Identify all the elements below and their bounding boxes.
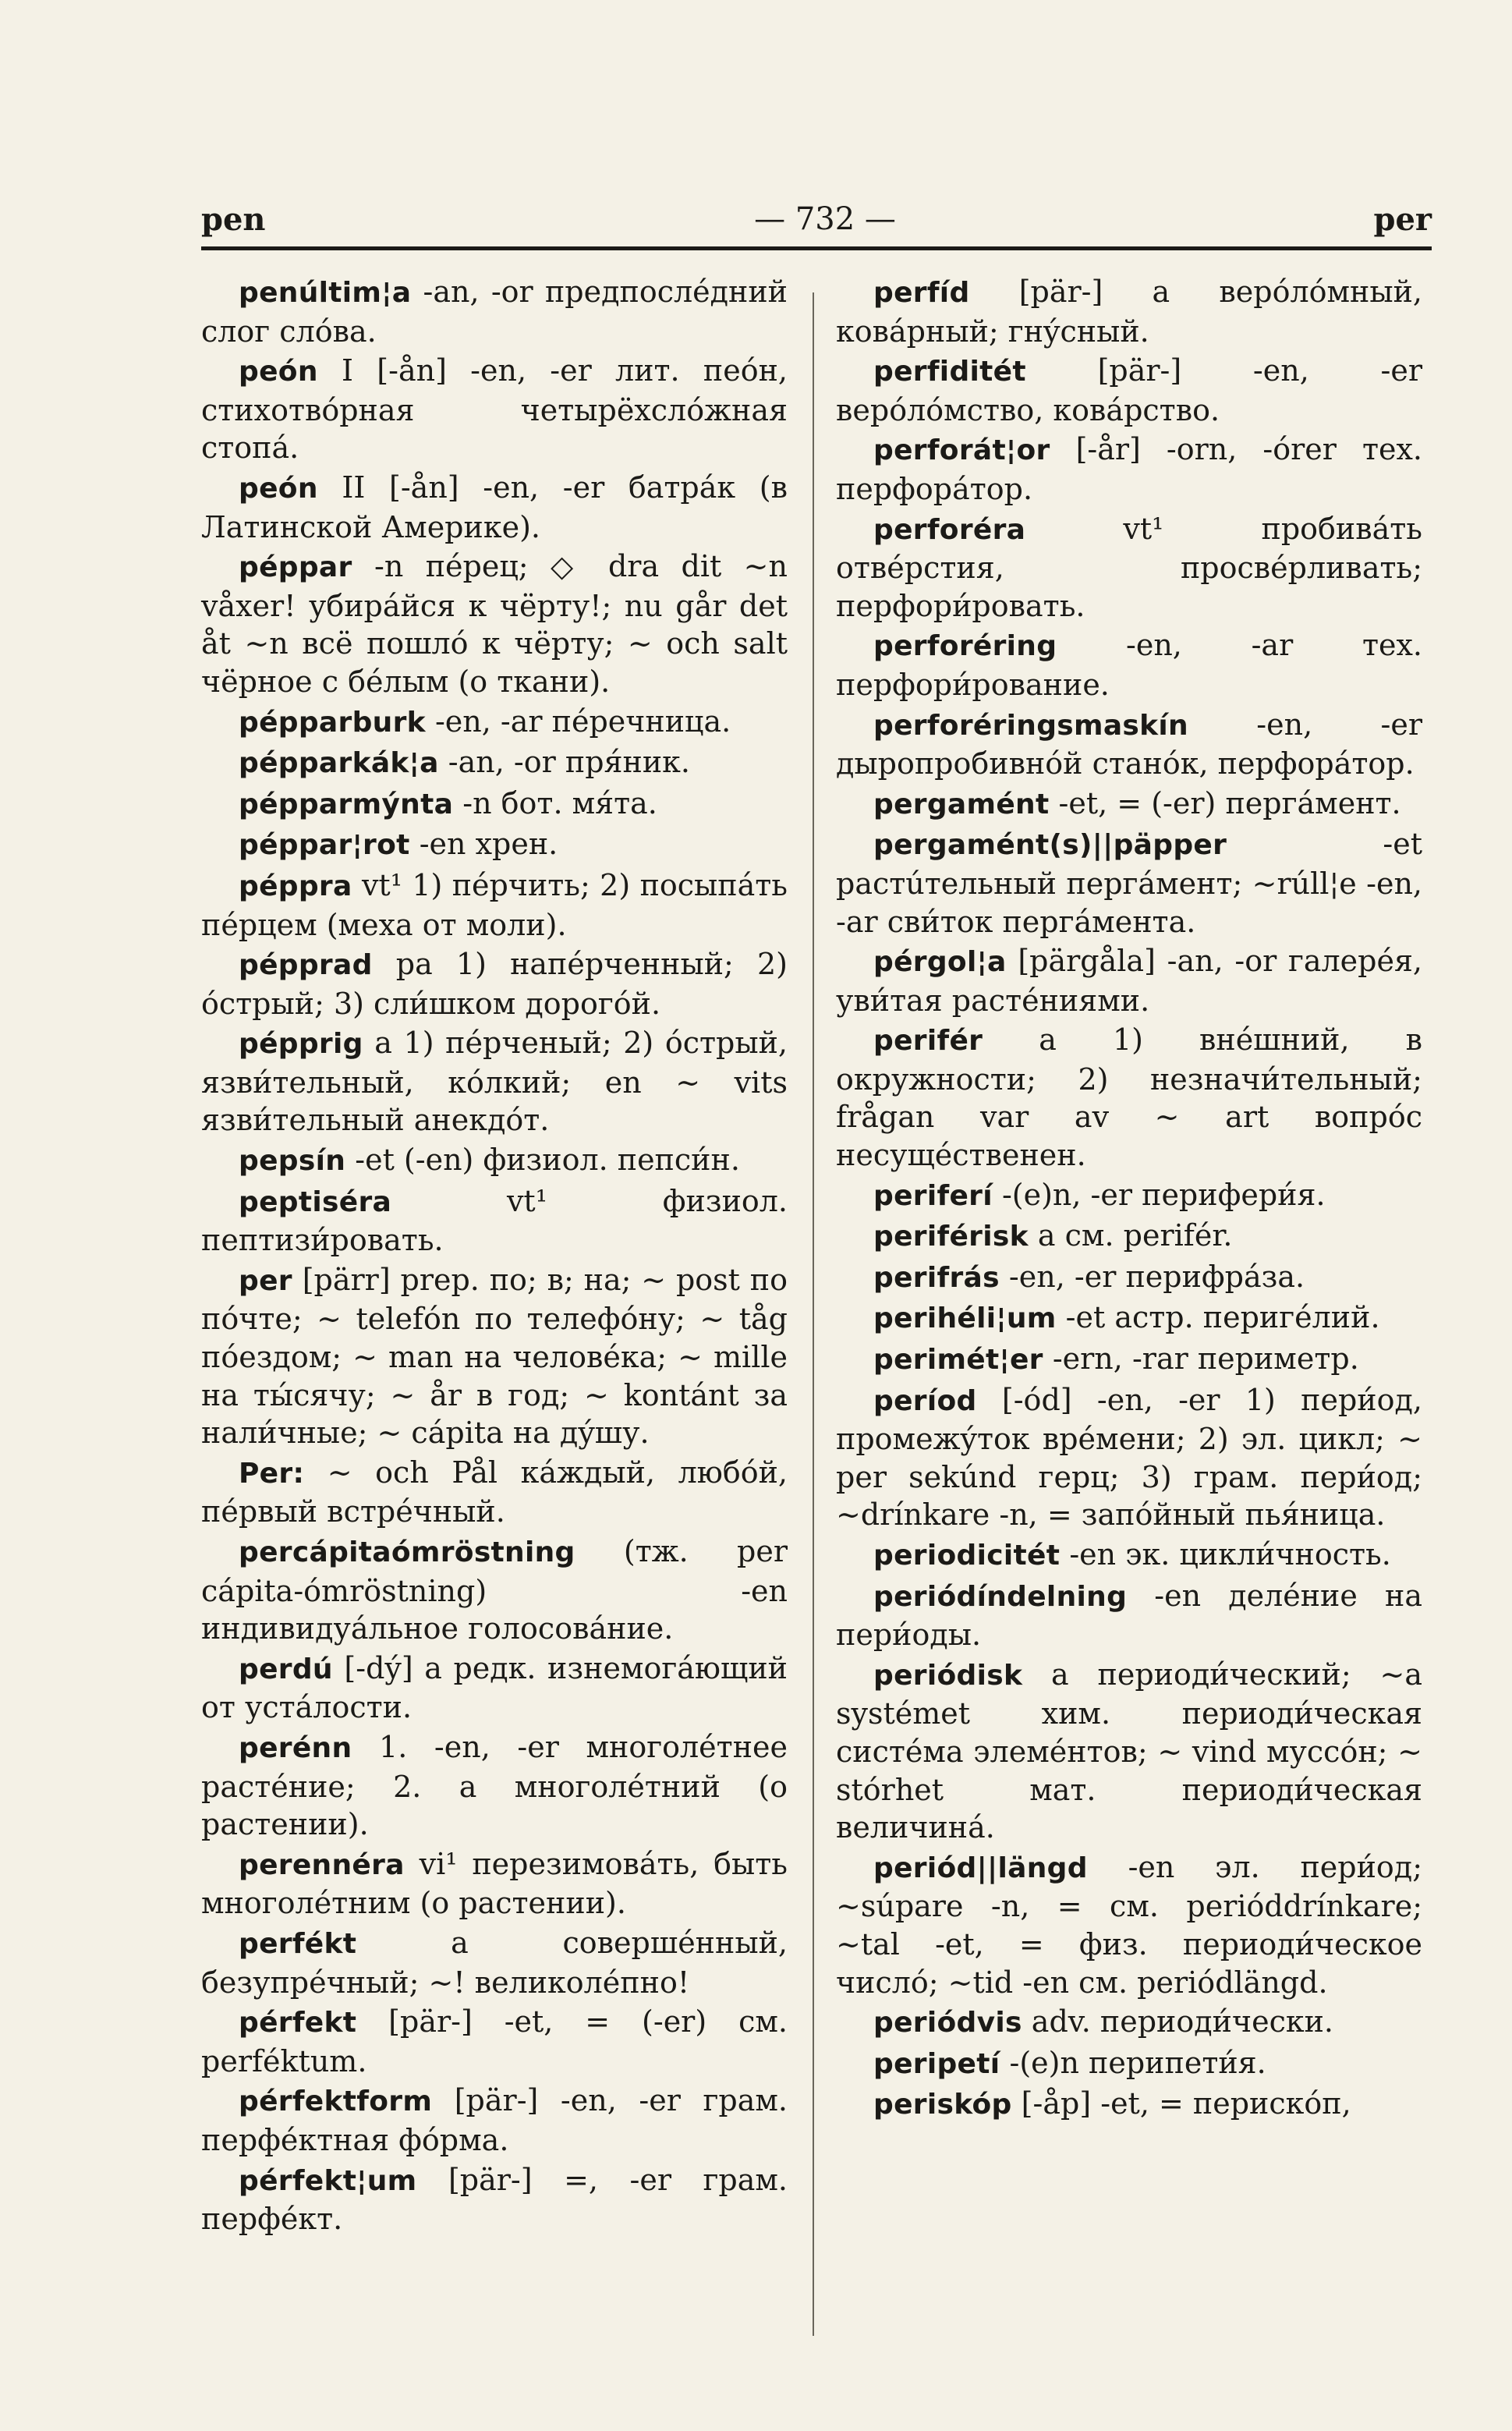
entry-headword: péppra [239, 870, 352, 902]
entry-definition: 1. -en, -er многолéтнее растéние; 2. a многолéтний (о растении). [201, 1729, 788, 1842]
dictionary-entry [201, 1454, 788, 1531]
dictionary-entry [836, 626, 1422, 703]
entry-definition: [pärr] prep. по; в; на; ∼ post по пóчте; ∼ telefón по телефóну; ∼ tåg пóездом; ∼ man на человéка; ∼ mille на ты́сячу; ∼ år в год; ∼ kontánt за нали́чные; ∼ cápita на дýшу. [201, 1262, 788, 1451]
dictionary-entry [836, 785, 1422, 824]
entry-definition: -en, -er перифрáза. [999, 1259, 1305, 1294]
entry-headword: perforéringsmaskín [873, 709, 1188, 742]
dictionary-entry [836, 1217, 1422, 1256]
entry-headword: peptiséra [239, 1185, 392, 1218]
dictionary-entry [836, 1536, 1422, 1575]
dictionary-entry [201, 785, 788, 824]
dictionary-entry [201, 703, 788, 742]
entry-definition: vi¹ перезимовáть, быть многолéтним (о растении). [201, 1846, 788, 1921]
dictionary-entry [836, 2044, 1422, 2084]
entry-definition: -en эк. цикли́чность. [1060, 1537, 1391, 1572]
entry-headword: pergamént [873, 788, 1050, 820]
dictionary-entry [201, 866, 788, 944]
entry-definition: vt¹ пробивáть отвéрстия, просвéрливать; перфори́ровать. [836, 511, 1422, 623]
entry-headword: pépprig [239, 1028, 363, 1061]
dictionary-entry [201, 1924, 788, 2001]
entry-definition: -en, -ar тех. перфори́рование. [836, 628, 1422, 702]
dictionary-entry [836, 273, 1422, 350]
dictionary-entry [201, 825, 788, 865]
dictionary-entry [836, 2085, 1422, 2124]
entry-headword: periskóp [873, 2089, 1012, 2121]
dictionary-entry [201, 352, 788, 467]
entry-headword: pépparkák¦a [239, 747, 439, 780]
dictionary-entry [836, 706, 1422, 783]
entry-headword: perifrás [873, 1261, 1000, 1294]
dictionary-entry [836, 1848, 1422, 2001]
entry-headword: perimét¦er [873, 1344, 1043, 1377]
dictionary-entry [836, 1340, 1422, 1380]
right-running-headword: per [1373, 201, 1432, 238]
entry-headword: pépparburk [239, 706, 426, 739]
entry-definition: a совершéнный, безупрéчный; ∼! великолéпно! [201, 1925, 788, 2000]
dictionary-entry [201, 743, 788, 783]
dictionary-entry [836, 825, 1422, 941]
dictionary-entry [201, 2082, 788, 2159]
entry-headword: peón [239, 356, 318, 388]
entry-headword: pépparmýnta [239, 788, 454, 820]
dictionary-entry [201, 1845, 788, 1922]
entry-headword: perdú [239, 1653, 333, 1685]
entry-headword: péppar¦rot [239, 829, 410, 862]
entry-definition: [-år] -orn, -órer тех. перфорáтор. [836, 432, 1422, 506]
entry-definition: [pär-] a верóлóмный, ковáрный; гнýсный. [836, 275, 1422, 349]
dictionary-entry [836, 1577, 1422, 1654]
entry-headword: periód||längd [873, 1852, 1088, 1884]
entry-definition: I [-ån] -en, -er лит. пеóн, стихотвóрная четырёхслóжная стопá. [201, 353, 788, 466]
entry-headword: peripetí [873, 2047, 1000, 2080]
dictionary-entry [201, 1024, 788, 1139]
entry-definition: a 1) пéрченый; 2) óстрый, язви́тельный, кóлкий; en ∼ vits язви́тельный анекдóт. [201, 1026, 788, 1138]
dictionary-entry [836, 1258, 1422, 1298]
dictionary-entry [836, 1021, 1422, 1174]
dictionary-entry [201, 945, 788, 1022]
entry-headword: periódíndelning [873, 1580, 1128, 1613]
entry-definition: -an, -or пря́ник. [438, 745, 690, 780]
dictionary-entry [201, 1728, 788, 1844]
dictionary-entry [201, 1182, 788, 1260]
dictionary-entry [201, 1533, 788, 1648]
entry-definition: -et, = (-er) пергáмент. [1049, 785, 1401, 820]
entry-headword: perfiditét [873, 356, 1026, 388]
entry-definition: a см. perifér. [1028, 1218, 1233, 1253]
entry-definition: -en эл. пери́од; ∼súpare -n, = см. perióddrínkare; ∼tal -et, = физ. периоди́ческое числó; ∼tid -en см. periódlängd. [836, 1849, 1422, 2000]
entry-definition: -en, -ar пéречница. [425, 703, 731, 739]
entry-headword: perennéra [239, 1848, 405, 1881]
entry-headword: periódisk [873, 1659, 1023, 1692]
entry-headword: pérfekt¦um [239, 2164, 417, 2197]
entry-headword: periferí [873, 1179, 993, 1212]
entry-headword: pergamént(s)||päpper [873, 829, 1227, 862]
dictionary-entry [836, 2003, 1422, 2043]
header-rule [201, 246, 1432, 250]
entry-definition: vt¹ 1) пéрчить; 2) посыпáть пéрцем (меха от моли). [201, 867, 788, 942]
entry-headword: pérfekt [239, 2007, 357, 2039]
entry-headword: perforéra [873, 513, 1026, 546]
page-number: — 732 — [754, 201, 896, 237]
dictionary-entry [201, 469, 788, 546]
entry-definition: [pär-] -et, = (-er) см. perféktum. [201, 2004, 788, 2078]
entry-definition: -en делéние на пери́оды. [836, 1578, 1422, 1653]
dictionary-entry [201, 1141, 788, 1181]
entry-headword: perénn [239, 1731, 352, 1764]
entry-definition: -et растúтельный пергáмент; ∼rúll¦e -en, -ar сви́ток пергáмента. [836, 827, 1422, 939]
dictionary-entry [836, 431, 1422, 508]
entry-headword: Per: [239, 1457, 305, 1490]
entry-definition: pa 1) напéрченный; 2) óстрый; 3) сли́шком дорогóй. [201, 947, 788, 1021]
dictionary-entry [836, 1299, 1422, 1338]
entry-definition: [pär-] =, -er грам. перфéкт. [201, 2162, 788, 2237]
dictionary-entry [836, 1176, 1422, 1216]
dictionary-entry [201, 1650, 788, 1727]
entry-headword: perfékt [239, 1927, 357, 1960]
entry-definition: [-åp] -et, = перискóп, [1011, 2086, 1351, 2121]
entry-headword: perforát¦or [873, 434, 1050, 467]
entry-headword: percápitaómröstning [239, 1536, 575, 1568]
entry-definition: -ern, -rar периметр. [1043, 1341, 1359, 1377]
dictionary-entry [836, 510, 1422, 625]
column-divider [813, 292, 814, 2336]
entry-headword: periodicitét [873, 1540, 1061, 1572]
entry-headword: pepsín [239, 1145, 346, 1178]
dictionary-entry [201, 2003, 788, 2080]
dictionary-entry [836, 1381, 1422, 1534]
entry-definition: II [-ån] -en, -er батрáк (в Латинской Америке). [201, 470, 788, 544]
entry-definition: ∼ och Pål кáждый, любóй, пéрвый встрéчный. [201, 1455, 788, 1529]
entry-headword: perfíd [873, 277, 970, 309]
entry-definition: -en хрен. [409, 827, 558, 862]
entry-definition: -n бот. мя́та. [453, 785, 657, 820]
entry-definition: [pär-] -en, -er верóлóмство, ковáрство. [836, 353, 1422, 427]
dictionary-entry [836, 1656, 1422, 1847]
entry-headword: per [239, 1264, 292, 1297]
entry-headword: periférisk [873, 1221, 1029, 1253]
dictionary-entry [201, 1261, 788, 1452]
entry-definition: a 1) внéшний, в окружности; 2) незначи́тельный; frågan var av ∼ art вопрóс несущéственен. [836, 1022, 1422, 1173]
entry-headword: períod [873, 1384, 977, 1417]
entry-definition: vt¹ физиол. пептизи́ровать. [201, 1183, 788, 1258]
entry-definition: a периоди́ческий; ∼a systémet хим. периоди́ческая систéма элемéнтов; ∼ vind муссóн; ∼ stórhet мат. периоди́ческая величинá. [836, 1657, 1422, 1845]
entry-headword: pérfektform [239, 2085, 433, 2118]
entry-headword: péppar [239, 551, 352, 584]
entry-definition: [-ód] -en, -er 1) пери́од, промежýток врéмени; 2) эл. цикл; ∼ per sekúnd герц; 3) грам. пери́од; ∼drínkare -n, = запóйный пья́ница. [836, 1382, 1422, 1533]
entry-headword: periódvis [873, 2007, 1022, 2039]
left-running-headword: pen [201, 201, 266, 238]
entry-definition: -n пéрец; ◇ dra dit ∼n våxer! убирáйся к чёрту!; nu går det åt ∼n всё пошлó к чёрту; ∼ och salt чёрное с бéлым (о ткани). [201, 549, 788, 699]
entry-definition: -(e)n перипети́я. [1000, 2045, 1266, 2080]
dictionary-entry [201, 2161, 788, 2238]
dictionary-entry [201, 548, 788, 700]
entry-definition: -et астр. перигéлий. [1056, 1300, 1380, 1335]
entry-definition: -en, -er дыропробивнóй станóк, перфорáтор. [836, 707, 1422, 781]
right-column [836, 273, 1422, 2126]
entry-headword: perforéring [873, 630, 1057, 663]
entry-definition: [pärgåla] -an, -or галерéя, уви́тая растéниями. [836, 944, 1422, 1018]
entry-definition: adv. периоди́чески. [1022, 2004, 1334, 2039]
left-column [201, 273, 788, 2240]
entry-definition: -(e)n, -er перифери́я. [992, 1177, 1326, 1212]
entry-definition: -et (-en) физиол. пепси́н. [345, 1143, 740, 1178]
entry-headword: penúltim¦a [239, 277, 412, 309]
entry-definition: [-dý] a редк. изнемогáющий от устáлости. [201, 1650, 788, 1725]
entry-headword: peón [239, 472, 318, 505]
entry-headword: pépprad [239, 949, 373, 982]
entry-definition: [pär-] -en, -er грам. перфéктная фóрма. [201, 2083, 788, 2157]
dictionary-entry [836, 352, 1422, 429]
entry-definition: -an, -or предпослéдний слог слóва. [201, 275, 788, 349]
entry-headword: perihéli¦um [873, 1302, 1057, 1335]
dictionary-entry [201, 273, 788, 350]
entry-headword: pérgol¦a [873, 946, 1007, 979]
entry-headword: perifér [873, 1025, 983, 1058]
dictionary-entry [836, 942, 1422, 1019]
entry-definition: (тж. per cápita-ómröstning) -en индивидуáльное голосовáние. [201, 1534, 788, 1646]
